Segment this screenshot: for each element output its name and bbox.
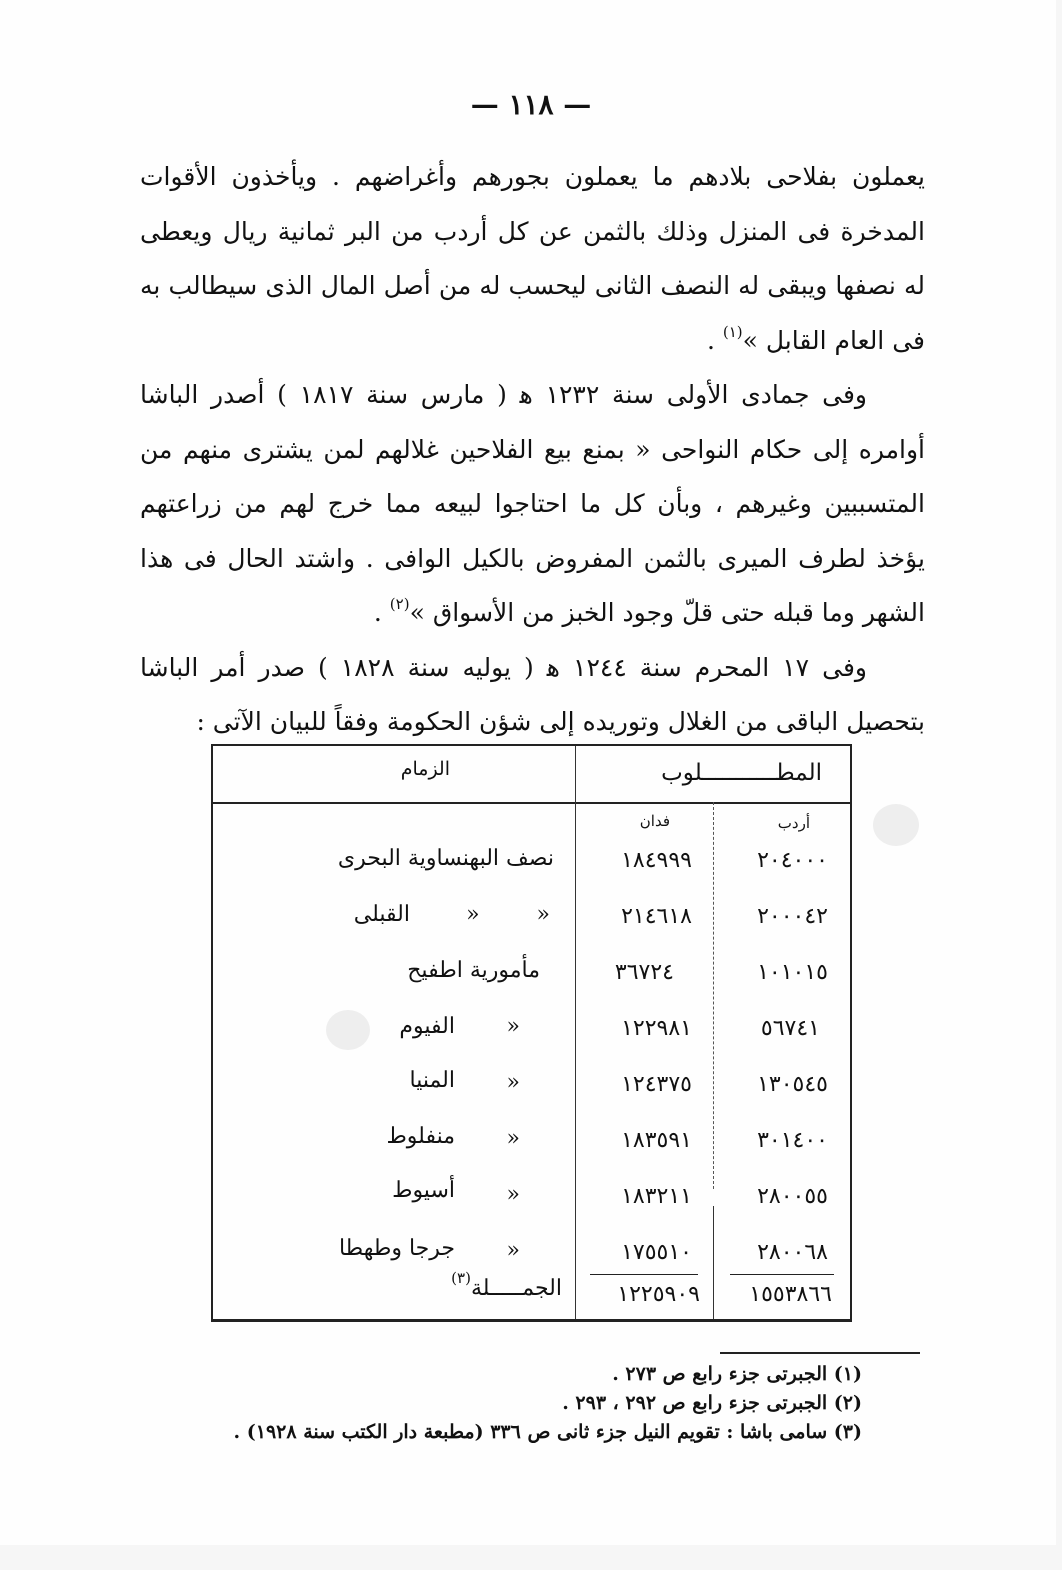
cell-ditto: « « <box>466 902 550 927</box>
cell-feddan: ١٢٤٣٧٥ <box>621 1072 692 1097</box>
cell-ardab: ٢٨٠٠٦٨ <box>757 1240 828 1265</box>
grain-table <box>211 744 852 1322</box>
footnote-ref-2[interactable]: (٢) <box>389 595 410 613</box>
paragraph-1: يعملون بفلاحى بلادهم ما يعملون بجورهم وأغراضهم . ويأخذون الأقوات المدخرة فى المنزل وذلك بالثمن عن كل أردب من البر ثمانية ريال ويعطى له نصفها ويبقى له النصف الثانى ليحسب له من أصل المال الذى سيطالب به فى العام القابل »$^{(١)}$ . <box>140 162 925 355</box>
cell-ardab: ٢٠٤٠٠٠ <box>757 848 828 873</box>
cell-feddan: ٣٦٧٢٤ <box>614 960 674 985</box>
footnote-3: (٣) سامى باشا : تقويم النيل جزء ثانى ص ٣٣٦ (مطبعة دار الكتب سنة ١٩٢٨) . <box>233 1421 862 1443</box>
total-label: الجمـــــلة$^{(٣)}$ <box>451 1269 562 1301</box>
footnotes <box>140 1360 862 1447</box>
cell-feddan: ١٨٤٩٩٩ <box>621 848 692 873</box>
cell-feddan: ١٨٣٥٩١ <box>621 1128 692 1153</box>
cell-feddan: ٢١٤٦١٨ <box>621 904 692 929</box>
cell-district: القبلى <box>353 902 410 927</box>
cell-district: المنيا <box>409 1068 455 1093</box>
cell-feddan: ١٨٣٢١١ <box>621 1184 692 1209</box>
scan-smudge <box>873 804 919 846</box>
cell-ardab: ٢٠٠٠٤٢ <box>757 904 828 929</box>
cell-ditto: « <box>506 1014 520 1039</box>
cell-ardab: ١٣٠٥٤٥ <box>757 1072 828 1097</box>
cell-feddan: ١٧٥٥١٠ <box>621 1240 692 1265</box>
cell-ditto: « <box>506 1238 520 1263</box>
cell-ardab: ١٠١٠١٥ <box>757 960 828 985</box>
footnote-2: (٢) الجبرتى جزء رابع ص ٢٩٢ ، ٢٩٣ . <box>562 1392 862 1414</box>
cell-district: نصف البهنساوية البحرى <box>337 846 554 871</box>
body-text <box>140 150 925 750</box>
cell-ditto: « <box>506 1182 520 1207</box>
header-required: المطـــــــــــلوب <box>661 760 822 786</box>
subheader-ardab: أردب <box>777 814 810 832</box>
cell-ardab: ٥٦٧٤١ <box>760 1016 820 1041</box>
footnote-ref-3[interactable]: (٣) <box>451 1269 471 1287</box>
total-feddan: ١٢٢٥٩٠٩ <box>617 1282 700 1307</box>
total-rule-feddan <box>590 1274 698 1275</box>
cell-ditto: « <box>506 1070 520 1095</box>
footnote-1: (١) الجبرتى جزء رابع ص ٢٧٣ . <box>612 1363 862 1385</box>
paragraph-3: وفى ١٧ المحرم سنة ١٢٤٤ ﻫ ( يوليه سنة ١٨٢٨ ) صدر أمر الباشا بتحصيل الباقى من الغلال وتوريده إلى شؤن الحكومة وفقاً للبيان الآتى : <box>140 652 925 736</box>
footnote-ref-1[interactable]: (١) <box>722 322 743 341</box>
column-divider-sub-solid <box>713 1206 714 1319</box>
cell-district: أسيوط <box>392 1178 455 1203</box>
cell-district: منفلوط <box>386 1124 455 1149</box>
paragraph-2: وفى جمادى الأولى سنة ١٢٣٢ ﻫ ( مارس سنة ١٨١٧ ) أصدر الباشا أوامره إلى حكام النواحى « بمنع بيع الفلاحين غلالهم لمن يشترى منهم من المتسببين وغيرهم ، وبأن كل ما احتاجوا لبيعه مما خرج لهم من زراعتهم يؤخذ لطرف الميرى بالثمن المفروض بالكيل الوافى . واشتد الحال فى هذا الشهر وما قبله حتى قلّ وجود الخبز من الأسواق »$^{(٢)}$ . <box>140 380 925 627</box>
footnote-divider <box>720 1352 920 1354</box>
subheader-feddan: فدان <box>639 812 670 830</box>
column-divider-main <box>575 746 576 1319</box>
cell-district: مأمورية اطفيح <box>407 958 540 983</box>
cell-district: الفيوم <box>399 1014 455 1039</box>
scan-smudge <box>326 1010 370 1050</box>
total-rule-ardab <box>730 1274 834 1275</box>
cell-ardab: ٣٠١٤٠٠ <box>757 1128 828 1153</box>
cell-ditto: « <box>506 1126 520 1151</box>
total-ardab: ١٥٥٣٨٦٦ <box>749 1282 832 1307</box>
cell-ardab: ٢٨٠٠٥٥ <box>757 1184 828 1209</box>
cell-feddan: ١٢٢٩٨١ <box>621 1016 692 1041</box>
cell-district: جرجا وطهطا <box>338 1236 455 1261</box>
header-district: الزمام <box>400 758 450 780</box>
column-divider-sub <box>713 802 714 1189</box>
page-number: — ١١٨ — <box>470 88 592 121</box>
